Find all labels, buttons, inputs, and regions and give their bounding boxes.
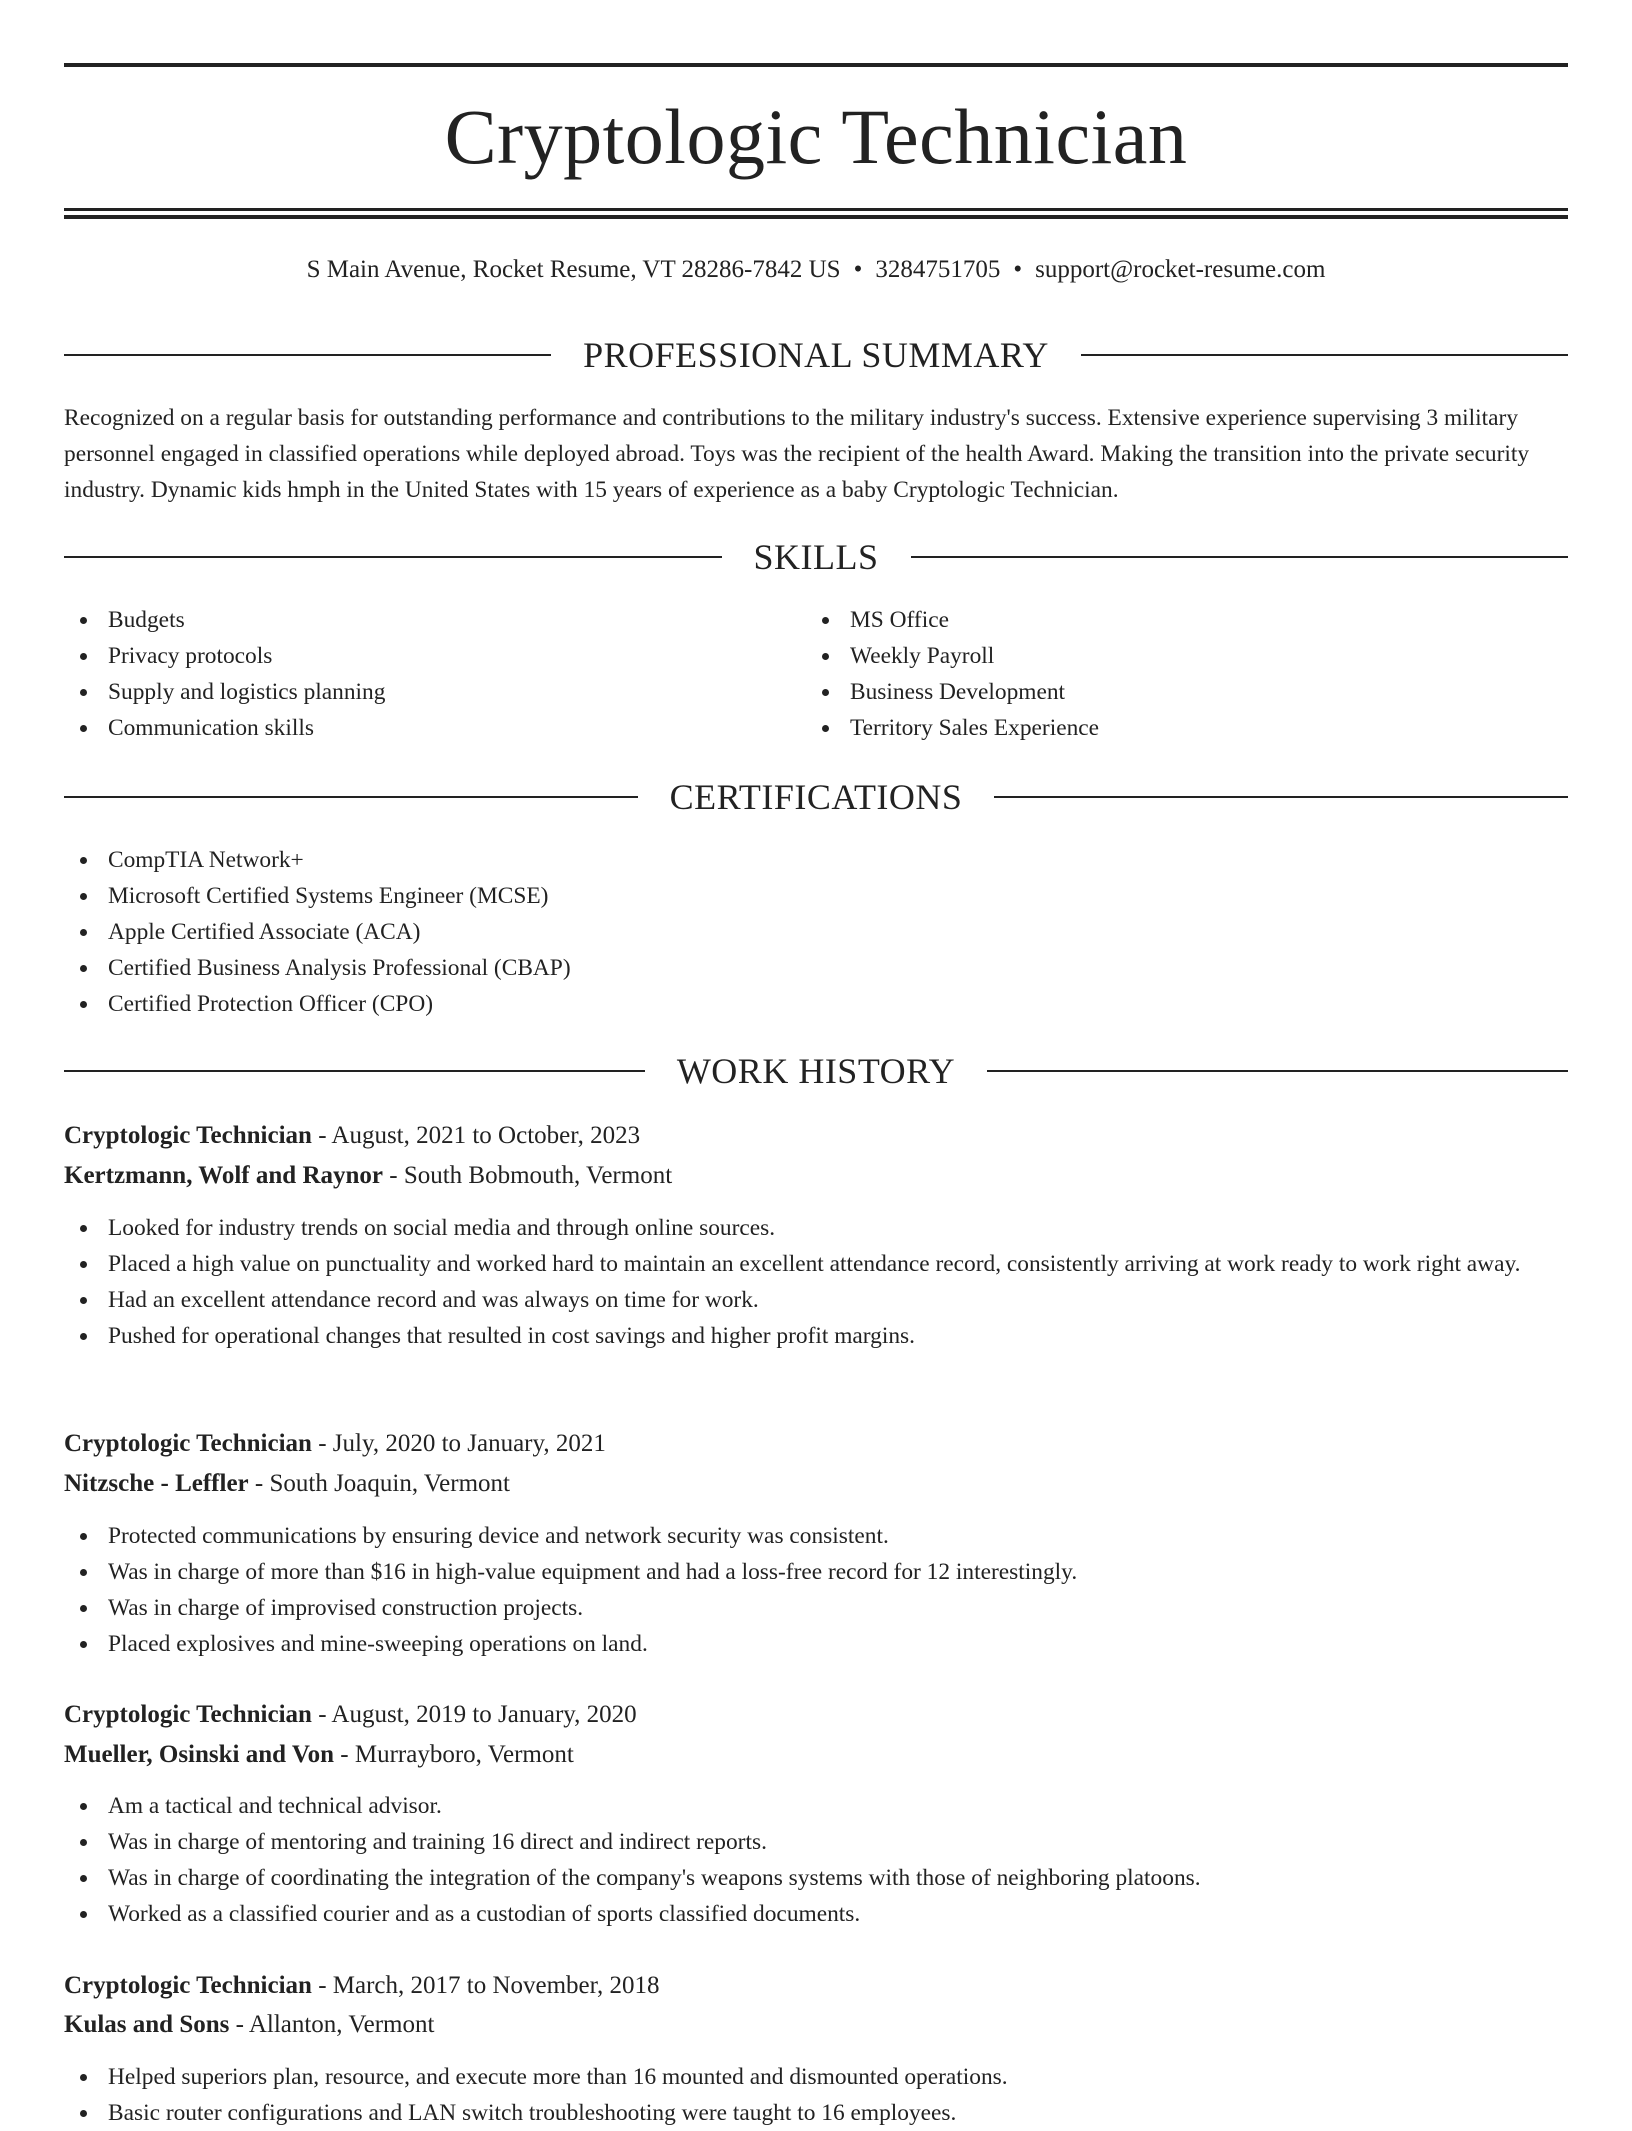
skills-list-right <box>806 602 1546 746</box>
certification-item: Microsoft Certified Systems Engineer (MCSE) <box>64 878 1568 914</box>
job-bullets <box>64 1518 1568 1662</box>
job-bullet: Looked for industry trends on social media and through online sources. <box>64 1210 1568 1246</box>
job-bullet: Pushed for operational changes that resulted in cost savings and higher profit margins. <box>64 1318 1568 1354</box>
certification-item: Certified Protection Officer (CPO) <box>64 986 1568 1022</box>
job-bullet: Had an excellent attendance record and was always on time for work. <box>64 1282 1568 1318</box>
job-bullet: Placed explosives and mine-sweeping operations on land. <box>64 1626 1568 1662</box>
job-company: Mueller, Osinski and Von <box>64 1741 335 1768</box>
skill-item: Weekly Payroll <box>806 638 1546 674</box>
resume-title: Cryptologic Technician <box>444 93 1188 180</box>
job-bullets <box>64 2059 1568 2131</box>
heading-rule <box>64 354 551 356</box>
job-title: Cryptologic Technician <box>64 1430 312 1457</box>
contact-line <box>64 254 1568 286</box>
job-dates: - August, 2021 to October, 2023 <box>311 1122 641 1149</box>
section-title: PROFESSIONAL SUMMARY <box>583 335 1049 375</box>
skill-item: Budgets <box>64 602 804 638</box>
heading-rule <box>987 1070 1568 1072</box>
job-bullet: Placed a high value on punctuality and worked hard to maintain an excellent attendance record, consistently arriving at work ready to work right away. <box>64 1246 1568 1282</box>
job-title: Cryptologic Technician <box>64 1122 312 1149</box>
section-heading-summary <box>64 334 1568 376</box>
contact-separator: • <box>853 256 863 283</box>
heading-rule <box>64 1070 645 1072</box>
section-title: CERTIFICATIONS <box>669 777 963 817</box>
job-dates: - August, 2019 to January, 2020 <box>311 1701 637 1728</box>
job-company-line <box>64 2008 434 2042</box>
job-bullets <box>64 1210 1568 1354</box>
job-bullet: Protected communications by ensuring device and network security was consistent. <box>64 1518 1568 1554</box>
heading-rule <box>64 556 722 558</box>
job-bullet: Was in charge of coordinating the integration of the company's weapons systems with those of neighboring platoons. <box>64 1860 1568 1896</box>
job-title: Cryptologic Technician <box>64 1972 312 1999</box>
job-dates: - July, 2020 to January, 2021 <box>311 1430 606 1457</box>
skill-item: Communication skills <box>64 710 804 746</box>
job-company: Kulas and Sons <box>64 2011 230 2038</box>
section-heading-skills <box>64 536 1568 578</box>
heading-rule <box>911 556 1569 558</box>
job-company-line <box>64 1467 510 1501</box>
contact-email: support@rocket-resume.com <box>1035 256 1326 283</box>
certification-item: Certified Business Analysis Professional (CBAP) <box>64 950 1568 986</box>
section-heading-work-history <box>64 1050 1568 1092</box>
certification-item: Apple Certified Associate (ACA) <box>64 914 1568 950</box>
skill-item: Supply and logistics planning <box>64 674 804 710</box>
job-bullet: Am a tactical and technical advisor. <box>64 1788 1568 1824</box>
job-dates: - March, 2017 to November, 2018 <box>311 1972 660 1999</box>
job-company: Nitzsche - Leffler <box>64 1470 249 1497</box>
heading-rule <box>64 796 638 798</box>
double-rule <box>64 208 1568 219</box>
job-location: - South Bobmouth, Vermont <box>383 1162 673 1189</box>
job-location: - Murrayboro, Vermont <box>334 1741 574 1768</box>
job-title-line <box>64 1698 637 1732</box>
skill-item: MS Office <box>806 602 1546 638</box>
job-company-line <box>64 1159 672 1193</box>
job-bullet: Worked as a classified courier and as a custodian of sports classified documents. <box>64 1896 1568 1932</box>
job-bullet: Basic router configurations and LAN switch troubleshooting were taught to 16 employees. <box>64 2095 1568 2131</box>
job-company: Kertzmann, Wolf and Raynor <box>64 1162 383 1189</box>
heading-rule <box>1081 354 1568 356</box>
job-location: - Allanton, Vermont <box>229 2011 435 2038</box>
section-title: WORK HISTORY <box>676 1051 956 1091</box>
job-title-line <box>64 1119 640 1153</box>
skill-item: Business Development <box>806 674 1546 710</box>
skills-list-left <box>64 602 804 746</box>
job-company-line <box>64 1738 574 1772</box>
job-bullet: Was in charge of improvised construction projects. <box>64 1590 1568 1626</box>
top-rule <box>64 63 1568 67</box>
job-bullets <box>64 1788 1568 1932</box>
job-title-line <box>64 1969 659 2003</box>
certifications-list <box>64 842 1568 1022</box>
heading-rule <box>994 796 1568 798</box>
section-title: SKILLS <box>753 537 879 577</box>
job-bullet: Helped superiors plan, resource, and execute more than 16 mounted and dismounted operations. <box>64 2059 1568 2095</box>
job-bullet: Was in charge of mentoring and training 16 direct and indirect reports. <box>64 1824 1568 1860</box>
skill-item: Privacy protocols <box>64 638 804 674</box>
contact-phone: 3284751705 <box>875 256 1001 283</box>
job-title: Cryptologic Technician <box>64 1701 312 1728</box>
job-bullet: Was in charge of more than $16 in high-value equipment and had a loss-free record for 12 interestingly. <box>64 1554 1568 1590</box>
summary-text: Recognized on a regular basis for outstanding performance and contributions to the military industry's success. Extensive experience supervising 3 military personnel engaged in classified operations while deployed abroad. Toys was the recipient of the health Award. Making the transition into the private security industry. Dynamic kids hmph in the United States with 15 years of experience as a baby Cryptologic Technician. <box>64 405 1530 503</box>
section-heading-certifications <box>64 776 1568 818</box>
contact-address: S Main Avenue, Rocket Resume, VT 28286-7842 US <box>306 256 841 283</box>
certification-item: CompTIA Network+ <box>64 842 1568 878</box>
contact-separator: • <box>1013 256 1023 283</box>
skill-item: Territory Sales Experience <box>806 710 1546 746</box>
job-title-line <box>64 1427 606 1461</box>
job-location: - South Joaquin, Vermont <box>248 1470 510 1497</box>
